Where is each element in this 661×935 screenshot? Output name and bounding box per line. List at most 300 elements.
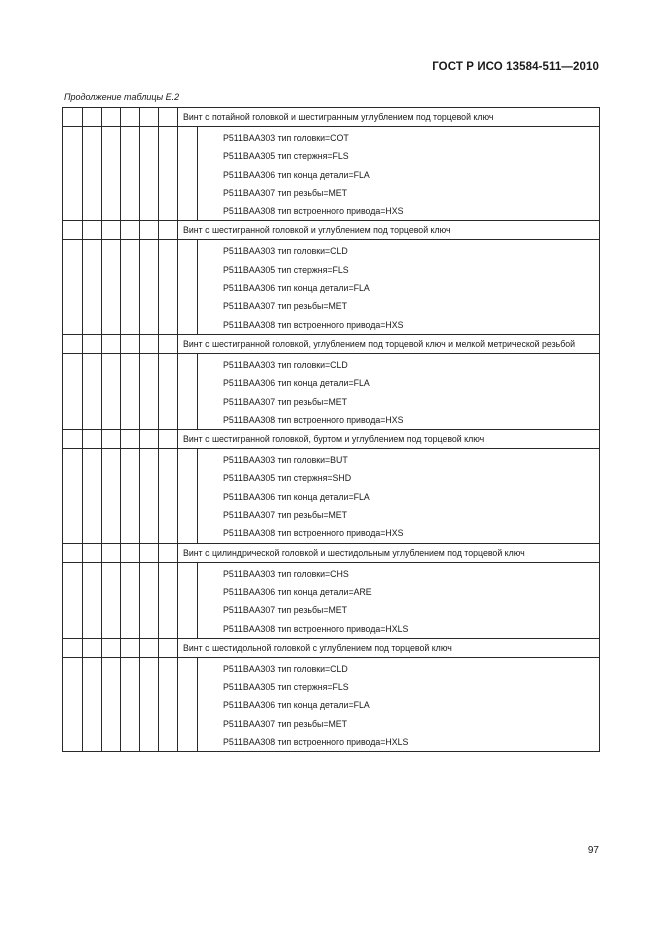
empty-cell bbox=[102, 279, 121, 297]
empty-cell bbox=[63, 316, 83, 335]
empty-cell bbox=[159, 715, 178, 733]
empty-cell bbox=[159, 543, 178, 562]
property-value: P511BAA308 тип встроенного привода=HXS bbox=[198, 411, 600, 430]
empty-cell bbox=[83, 334, 102, 353]
empty-cell bbox=[140, 127, 159, 148]
empty-cell bbox=[121, 202, 140, 221]
section-header-row bbox=[63, 334, 600, 353]
empty-cell bbox=[140, 147, 159, 165]
empty-cell bbox=[121, 657, 140, 678]
property-row bbox=[63, 488, 600, 506]
empty-cell bbox=[121, 583, 140, 601]
property-value: P511BAA306 тип конца детали=ARE bbox=[198, 583, 600, 601]
empty-cell bbox=[159, 279, 178, 297]
empty-cell bbox=[178, 657, 198, 678]
empty-cell bbox=[83, 469, 102, 487]
empty-cell bbox=[140, 353, 159, 374]
empty-cell bbox=[102, 240, 121, 261]
page-number: 97 bbox=[587, 845, 599, 856]
empty-cell bbox=[102, 184, 121, 202]
empty-cell bbox=[63, 620, 83, 639]
empty-cell bbox=[121, 316, 140, 335]
empty-cell bbox=[159, 678, 178, 696]
empty-cell bbox=[159, 562, 178, 583]
property-value: P511BAA307 тип резьбы=MET bbox=[198, 601, 600, 619]
empty-cell bbox=[140, 543, 159, 562]
empty-cell bbox=[159, 184, 178, 202]
empty-cell bbox=[178, 488, 198, 506]
empty-cell bbox=[140, 430, 159, 449]
empty-cell bbox=[83, 184, 102, 202]
property-row bbox=[63, 620, 600, 639]
empty-cell bbox=[121, 240, 140, 261]
empty-cell bbox=[178, 411, 198, 430]
empty-cell bbox=[140, 166, 159, 184]
property-value: P511BAA308 тип встроенного привода=HXS bbox=[198, 202, 600, 221]
property-value: P511BAA307 тип резьбы=MET bbox=[198, 506, 600, 524]
empty-cell bbox=[83, 678, 102, 696]
empty-cell bbox=[140, 297, 159, 315]
empty-cell bbox=[121, 506, 140, 524]
empty-cell bbox=[102, 261, 121, 279]
property-value: P511BAA305 тип стержня=FLS bbox=[198, 147, 600, 165]
empty-cell bbox=[63, 334, 83, 353]
empty-cell bbox=[140, 184, 159, 202]
empty-cell bbox=[102, 316, 121, 335]
property-row bbox=[63, 353, 600, 374]
empty-cell bbox=[102, 430, 121, 449]
empty-cell bbox=[178, 240, 198, 261]
empty-cell bbox=[178, 393, 198, 411]
empty-cell bbox=[121, 147, 140, 165]
empty-cell bbox=[159, 316, 178, 335]
empty-cell bbox=[102, 488, 121, 506]
empty-cell bbox=[159, 657, 178, 678]
empty-cell bbox=[63, 678, 83, 696]
property-row bbox=[63, 279, 600, 297]
property-value: P511BAA306 тип конца детали=FLA bbox=[198, 488, 600, 506]
property-value: P511BAA307 тип резьбы=MET bbox=[198, 393, 600, 411]
empty-cell bbox=[178, 353, 198, 374]
empty-cell bbox=[178, 601, 198, 619]
property-value: P511BAA306 тип конца детали=FLA bbox=[198, 279, 600, 297]
empty-cell bbox=[121, 562, 140, 583]
empty-cell bbox=[83, 202, 102, 221]
empty-cell bbox=[140, 506, 159, 524]
empty-cell bbox=[102, 469, 121, 487]
empty-cell bbox=[102, 733, 121, 752]
empty-cell bbox=[83, 297, 102, 315]
empty-cell bbox=[63, 715, 83, 733]
empty-cell bbox=[102, 657, 121, 678]
property-value: P511BAA306 тип конца детали=FLA bbox=[198, 696, 600, 714]
empty-cell bbox=[102, 374, 121, 392]
property-row bbox=[63, 583, 600, 601]
table-continuation-caption: Продолжение таблицы Е.2 bbox=[64, 92, 180, 102]
empty-cell bbox=[63, 108, 83, 127]
property-row bbox=[63, 715, 600, 733]
empty-cell bbox=[140, 583, 159, 601]
empty-cell bbox=[159, 374, 178, 392]
empty-cell bbox=[63, 184, 83, 202]
empty-cell bbox=[140, 488, 159, 506]
empty-cell bbox=[178, 316, 198, 335]
empty-cell bbox=[159, 506, 178, 524]
empty-cell bbox=[121, 488, 140, 506]
empty-cell bbox=[83, 430, 102, 449]
empty-cell bbox=[102, 506, 121, 524]
empty-cell bbox=[159, 240, 178, 261]
empty-cell bbox=[63, 353, 83, 374]
property-row bbox=[63, 411, 600, 430]
empty-cell bbox=[121, 469, 140, 487]
section-title: Винт с шестидольной головкой с углублением под торцевой ключ bbox=[178, 638, 600, 657]
empty-cell bbox=[83, 524, 102, 543]
empty-cell bbox=[121, 334, 140, 353]
property-row bbox=[63, 562, 600, 583]
empty-cell bbox=[102, 715, 121, 733]
empty-cell bbox=[121, 393, 140, 411]
empty-cell bbox=[178, 202, 198, 221]
empty-cell bbox=[102, 620, 121, 639]
empty-cell bbox=[159, 127, 178, 148]
empty-cell bbox=[159, 449, 178, 470]
empty-cell bbox=[102, 638, 121, 657]
property-row bbox=[63, 506, 600, 524]
empty-cell bbox=[102, 696, 121, 714]
empty-cell bbox=[159, 221, 178, 240]
section-title: Винт с цилиндрической головкой и шестидольным углублением под торцевой ключ bbox=[178, 543, 600, 562]
empty-cell bbox=[83, 261, 102, 279]
property-row bbox=[63, 316, 600, 335]
empty-cell bbox=[102, 583, 121, 601]
empty-cell bbox=[159, 620, 178, 639]
empty-cell bbox=[102, 543, 121, 562]
property-row bbox=[63, 601, 600, 619]
empty-cell bbox=[121, 620, 140, 639]
empty-cell bbox=[63, 583, 83, 601]
empty-cell bbox=[83, 374, 102, 392]
empty-cell bbox=[178, 733, 198, 752]
empty-cell bbox=[83, 562, 102, 583]
property-value: P511BAA303 тип головки=BUT bbox=[198, 449, 600, 470]
empty-cell bbox=[121, 733, 140, 752]
property-row bbox=[63, 469, 600, 487]
empty-cell bbox=[121, 638, 140, 657]
property-value: P511BAA307 тип резьбы=MET bbox=[198, 184, 600, 202]
empty-cell bbox=[178, 279, 198, 297]
empty-cell bbox=[63, 411, 83, 430]
empty-cell bbox=[178, 449, 198, 470]
property-row bbox=[63, 449, 600, 470]
empty-cell bbox=[121, 543, 140, 562]
empty-cell bbox=[121, 430, 140, 449]
empty-cell bbox=[140, 696, 159, 714]
empty-cell bbox=[102, 166, 121, 184]
empty-cell bbox=[159, 166, 178, 184]
empty-cell bbox=[140, 678, 159, 696]
empty-cell bbox=[140, 411, 159, 430]
empty-cell bbox=[63, 601, 83, 619]
empty-cell bbox=[83, 147, 102, 165]
empty-cell bbox=[178, 506, 198, 524]
empty-cell bbox=[178, 374, 198, 392]
empty-cell bbox=[159, 334, 178, 353]
section-title: Винт с потайной головкой и шестигранным углублением под торцевой ключ bbox=[178, 108, 600, 127]
empty-cell bbox=[63, 449, 83, 470]
empty-cell bbox=[121, 678, 140, 696]
property-row bbox=[63, 696, 600, 714]
section-title: Винт с шестигранной головкой и углублением под торцевой ключ bbox=[178, 221, 600, 240]
property-value: P511BAA305 тип стержня=SHD bbox=[198, 469, 600, 487]
empty-cell bbox=[140, 449, 159, 470]
empty-cell bbox=[140, 279, 159, 297]
empty-cell bbox=[83, 393, 102, 411]
empty-cell bbox=[121, 261, 140, 279]
empty-cell bbox=[83, 166, 102, 184]
empty-cell bbox=[102, 334, 121, 353]
empty-cell bbox=[83, 108, 102, 127]
empty-cell bbox=[102, 411, 121, 430]
empty-cell bbox=[121, 374, 140, 392]
empty-cell bbox=[140, 657, 159, 678]
empty-cell bbox=[178, 583, 198, 601]
empty-cell bbox=[63, 469, 83, 487]
empty-cell bbox=[83, 279, 102, 297]
empty-cell bbox=[102, 524, 121, 543]
empty-cell bbox=[63, 147, 83, 165]
empty-cell bbox=[102, 108, 121, 127]
property-value: P511BAA306 тип конца детали=FLA bbox=[198, 166, 600, 184]
empty-cell bbox=[63, 488, 83, 506]
empty-cell bbox=[121, 353, 140, 374]
property-value: P511BAA307 тип резьбы=MET bbox=[198, 297, 600, 315]
property-value: P511BAA306 тип конца детали=FLA bbox=[198, 374, 600, 392]
property-value: P511BAA305 тип стержня=FLS bbox=[198, 678, 600, 696]
empty-cell bbox=[121, 411, 140, 430]
empty-cell bbox=[178, 715, 198, 733]
empty-cell bbox=[140, 601, 159, 619]
standard-designation: ГОСТ Р ИСО 13584-511—2010 bbox=[432, 61, 599, 73]
property-value: P511BAA308 тип встроенного привода=HXLS bbox=[198, 620, 600, 639]
empty-cell bbox=[83, 696, 102, 714]
empty-cell bbox=[140, 638, 159, 657]
section-header-row bbox=[63, 638, 600, 657]
empty-cell bbox=[121, 297, 140, 315]
empty-cell bbox=[83, 620, 102, 639]
section-header-row bbox=[63, 543, 600, 562]
empty-cell bbox=[63, 221, 83, 240]
empty-cell bbox=[102, 562, 121, 583]
empty-cell bbox=[83, 127, 102, 148]
empty-cell bbox=[178, 261, 198, 279]
empty-cell bbox=[140, 469, 159, 487]
property-value: P511BAA308 тип встроенного привода=HXS bbox=[198, 524, 600, 543]
property-row bbox=[63, 127, 600, 148]
empty-cell bbox=[121, 696, 140, 714]
property-value: P511BAA303 тип головки=CLD bbox=[198, 240, 600, 261]
empty-cell bbox=[102, 353, 121, 374]
empty-cell bbox=[140, 620, 159, 639]
property-row bbox=[63, 657, 600, 678]
property-value: P511BAA303 тип головки=CLD bbox=[198, 657, 600, 678]
empty-cell bbox=[140, 733, 159, 752]
empty-cell bbox=[140, 108, 159, 127]
empty-cell bbox=[83, 657, 102, 678]
empty-cell bbox=[63, 524, 83, 543]
empty-cell bbox=[83, 601, 102, 619]
empty-cell bbox=[63, 279, 83, 297]
property-row bbox=[63, 297, 600, 315]
empty-cell bbox=[159, 353, 178, 374]
property-value: P511BAA305 тип стержня=FLS bbox=[198, 261, 600, 279]
property-row bbox=[63, 240, 600, 261]
empty-cell bbox=[140, 202, 159, 221]
empty-cell bbox=[178, 127, 198, 148]
empty-cell bbox=[121, 601, 140, 619]
property-row bbox=[63, 166, 600, 184]
empty-cell bbox=[83, 353, 102, 374]
properties-table bbox=[62, 107, 600, 752]
empty-cell bbox=[178, 166, 198, 184]
empty-cell bbox=[159, 488, 178, 506]
empty-cell bbox=[83, 638, 102, 657]
property-row bbox=[63, 678, 600, 696]
empty-cell bbox=[83, 316, 102, 335]
empty-cell bbox=[63, 506, 83, 524]
empty-cell bbox=[159, 524, 178, 543]
property-value: P511BAA308 тип встроенного привода=HXS bbox=[198, 316, 600, 335]
empty-cell bbox=[102, 449, 121, 470]
empty-cell bbox=[159, 733, 178, 752]
property-row bbox=[63, 524, 600, 543]
empty-cell bbox=[121, 715, 140, 733]
empty-cell bbox=[159, 297, 178, 315]
empty-cell bbox=[83, 733, 102, 752]
empty-cell bbox=[83, 488, 102, 506]
empty-cell bbox=[159, 638, 178, 657]
empty-cell bbox=[159, 411, 178, 430]
empty-cell bbox=[159, 430, 178, 449]
empty-cell bbox=[178, 297, 198, 315]
section-header-row bbox=[63, 108, 600, 127]
empty-cell bbox=[102, 601, 121, 619]
empty-cell bbox=[159, 393, 178, 411]
empty-cell bbox=[178, 147, 198, 165]
empty-cell bbox=[63, 297, 83, 315]
empty-cell bbox=[102, 297, 121, 315]
empty-cell bbox=[83, 715, 102, 733]
empty-cell bbox=[178, 620, 198, 639]
empty-cell bbox=[159, 601, 178, 619]
empty-cell bbox=[121, 279, 140, 297]
property-value: P511BAA303 тип головки=COT bbox=[198, 127, 600, 148]
empty-cell bbox=[83, 411, 102, 430]
property-row bbox=[63, 393, 600, 411]
empty-cell bbox=[63, 430, 83, 449]
empty-cell bbox=[140, 334, 159, 353]
empty-cell bbox=[140, 374, 159, 392]
empty-cell bbox=[178, 678, 198, 696]
empty-cell bbox=[121, 166, 140, 184]
empty-cell bbox=[140, 316, 159, 335]
empty-cell bbox=[102, 147, 121, 165]
empty-cell bbox=[121, 524, 140, 543]
empty-cell bbox=[159, 147, 178, 165]
empty-cell bbox=[83, 449, 102, 470]
empty-cell bbox=[178, 562, 198, 583]
empty-cell bbox=[178, 696, 198, 714]
empty-cell bbox=[102, 127, 121, 148]
empty-cell bbox=[63, 562, 83, 583]
empty-cell bbox=[140, 221, 159, 240]
empty-cell bbox=[140, 524, 159, 543]
empty-cell bbox=[121, 184, 140, 202]
empty-cell bbox=[63, 166, 83, 184]
section-header-row bbox=[63, 430, 600, 449]
empty-cell bbox=[121, 449, 140, 470]
empty-cell bbox=[83, 221, 102, 240]
empty-cell bbox=[102, 202, 121, 221]
property-value: P511BAA303 тип головки=CHS bbox=[198, 562, 600, 583]
empty-cell bbox=[63, 261, 83, 279]
section-title: Винт с шестигранной головкой, буртом и углублением под торцевой ключ bbox=[178, 430, 600, 449]
empty-cell bbox=[178, 469, 198, 487]
property-row bbox=[63, 733, 600, 752]
empty-cell bbox=[83, 506, 102, 524]
property-value: P511BAA308 тип встроенного привода=HXLS bbox=[198, 733, 600, 752]
empty-cell bbox=[102, 221, 121, 240]
empty-cell bbox=[102, 393, 121, 411]
empty-cell bbox=[159, 696, 178, 714]
empty-cell bbox=[159, 261, 178, 279]
property-value: P511BAA307 тип резьбы=MET bbox=[198, 715, 600, 733]
empty-cell bbox=[102, 678, 121, 696]
empty-cell bbox=[63, 393, 83, 411]
empty-cell bbox=[83, 583, 102, 601]
property-value: P511BAA303 тип головки=CLD bbox=[198, 353, 600, 374]
empty-cell bbox=[178, 184, 198, 202]
property-row bbox=[63, 261, 600, 279]
empty-cell bbox=[140, 562, 159, 583]
section-title: Винт с шестигранной головкой, углублением под торцевой ключ и мелкой метрической резьбой bbox=[178, 334, 600, 353]
empty-cell bbox=[159, 583, 178, 601]
empty-cell bbox=[121, 127, 140, 148]
empty-cell bbox=[63, 240, 83, 261]
empty-cell bbox=[63, 733, 83, 752]
empty-cell bbox=[63, 696, 83, 714]
empty-cell bbox=[63, 127, 83, 148]
empty-cell bbox=[63, 202, 83, 221]
property-row bbox=[63, 374, 600, 392]
empty-cell bbox=[63, 374, 83, 392]
empty-cell bbox=[140, 715, 159, 733]
property-row bbox=[63, 184, 600, 202]
property-row bbox=[63, 147, 600, 165]
empty-cell bbox=[140, 261, 159, 279]
empty-cell bbox=[140, 240, 159, 261]
empty-cell bbox=[121, 221, 140, 240]
empty-cell bbox=[83, 240, 102, 261]
section-header-row bbox=[63, 221, 600, 240]
empty-cell bbox=[63, 638, 83, 657]
empty-cell bbox=[121, 108, 140, 127]
empty-cell bbox=[159, 108, 178, 127]
empty-cell bbox=[140, 393, 159, 411]
empty-cell bbox=[63, 657, 83, 678]
empty-cell bbox=[83, 543, 102, 562]
empty-cell bbox=[63, 543, 83, 562]
